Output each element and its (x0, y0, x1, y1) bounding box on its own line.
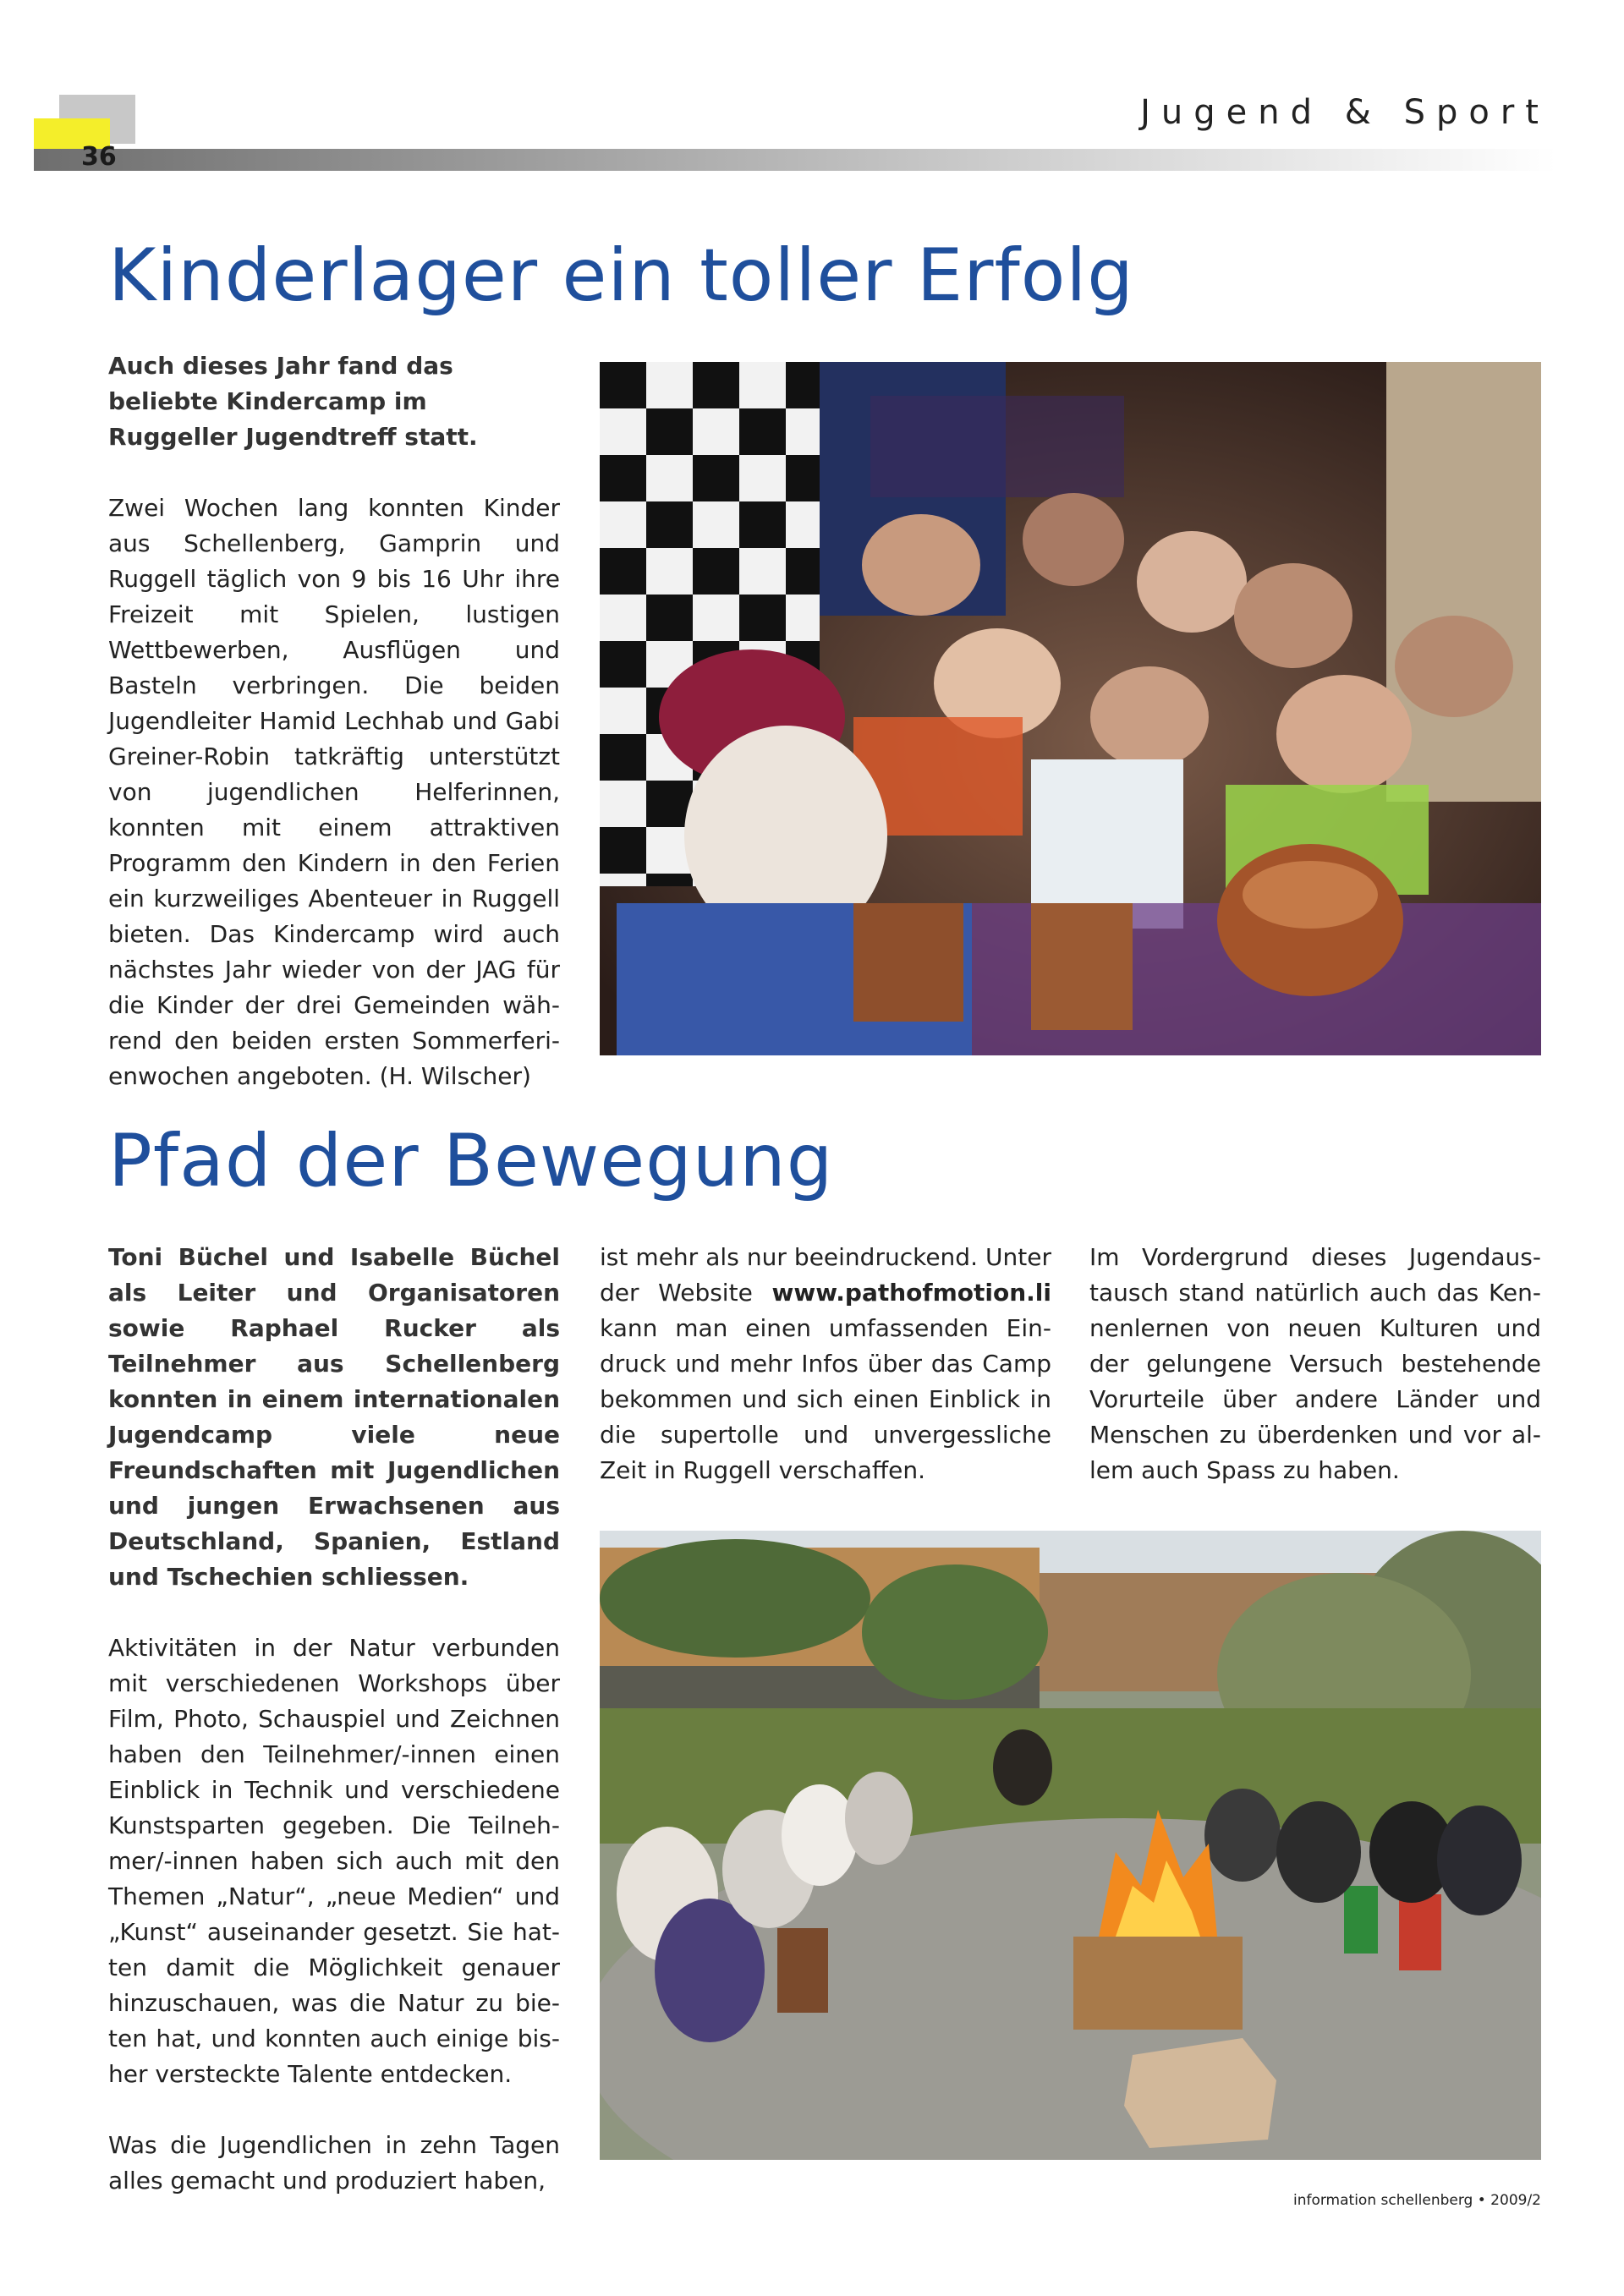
article2-lead: Toni Büchel und Isabelle Büchel als Leiter und Organisatoren sowie Raphael Rucker als Teilnehmer aus Schellenberg konnten in einem internationalen Jugendcamp viele neue Freundschaften mit Jugendlichen und jungen Erwachsenen aus Deutschland, Spanien, Estland und Tschechien schliessen. (108, 1243, 560, 1591)
article2-column-2 (600, 1240, 1051, 1488)
article2-paragraph-3: Was die Jugendlichen in zehn Tagen alles gemacht und produziert haben, (108, 2131, 560, 2195)
article1-text-column (108, 348, 560, 1094)
article2-paragraph-2: Aktivitäten in der Natur verbunden mit verschiedenen Workshops über Film, Photo, Schauspiel und Zeichnen haben den Teilnehmer/-innen einen Einblick in Technik und verschiedene Kunstsparten gegeben. Die Teilnehmer/-innen haben sich auch mit den Themen „Natur“, „neue Medien“ und „Kunst“ auseinander gesetzt. Sie hatten damit die Möglichkeit genauer hinzuschauen, was die Natur zu bieten hat, und konnten auch einige bisher versteckte Talente entdecken. (108, 1634, 560, 2088)
jugendcamp-campfire-photo (600, 1531, 1541, 2160)
article1-body: Zwei Wochen lang konnten Kinder aus Schellenberg, Gamprin und Ruggell täglich von 9 bis 16 Uhr ihre Freizeit mit Spielen, lustigen Wettbewerben, Ausflügen und Basteln verbringen. Die beiden Jugendleiter Hamid Lechhab und Gabi Greiner-Robin tatkräftig unterstützt von jugendlichen Helferinnen, konnten mit einem attraktiven Programm den Kindern in den Ferien ein kurzweiliges Abenteuer in Ruggell bieten. Das Kindercamp wird auch nächstes Jahr wieder von der JAG für die Kinder der drei Gemeinden während den beiden ersten Sommerferienwochen angeboten. (H. Wilscher) (108, 494, 560, 1090)
article2-column-2-text (600, 1240, 1051, 1488)
article2-column-1 (108, 1240, 560, 2199)
kindercamp-photo (600, 362, 1541, 1055)
article1-title: Kinderlager ein toller Erfolg (108, 233, 1134, 318)
text-after-link: kann man einen umfassenden Eindruck und mehr Infos über das Camp bekommen und sich einen Einblick in die supertolle und unvergessliche Zeit in Ruggell verschaffen. (600, 1314, 1051, 1484)
article1-lead: Auch dieses Jahr fand das beliebte Kindercamp im Ruggeller Jugendtreff statt. (108, 352, 478, 451)
article2-column-3-text: Im Vordergrund dieses Jugendaustausch stand natürlich auch das Kennenlernen von neuen Kulturen und der gelungene Versuch bestehende Vorurteile über andere Länder und Menschen zu überdenken und vor allem auch Spass zu haben. (1089, 1243, 1541, 1484)
header-gradient-bar (34, 149, 1556, 171)
article2-title: Pfad der Bewegung (108, 1119, 834, 1203)
footer: information schellenberg • 2009/2 (1292, 2192, 1541, 2209)
website-link[interactable]: www.pathofmotion.li (771, 1279, 1051, 1307)
page-number: 36 (81, 142, 117, 172)
section-label: Jugend & Sport (1140, 93, 1550, 132)
text-before-link: ist mehr als nur beeindruckend. Unter der Website (600, 1243, 1051, 1307)
article2-column-3 (1089, 1240, 1541, 1488)
